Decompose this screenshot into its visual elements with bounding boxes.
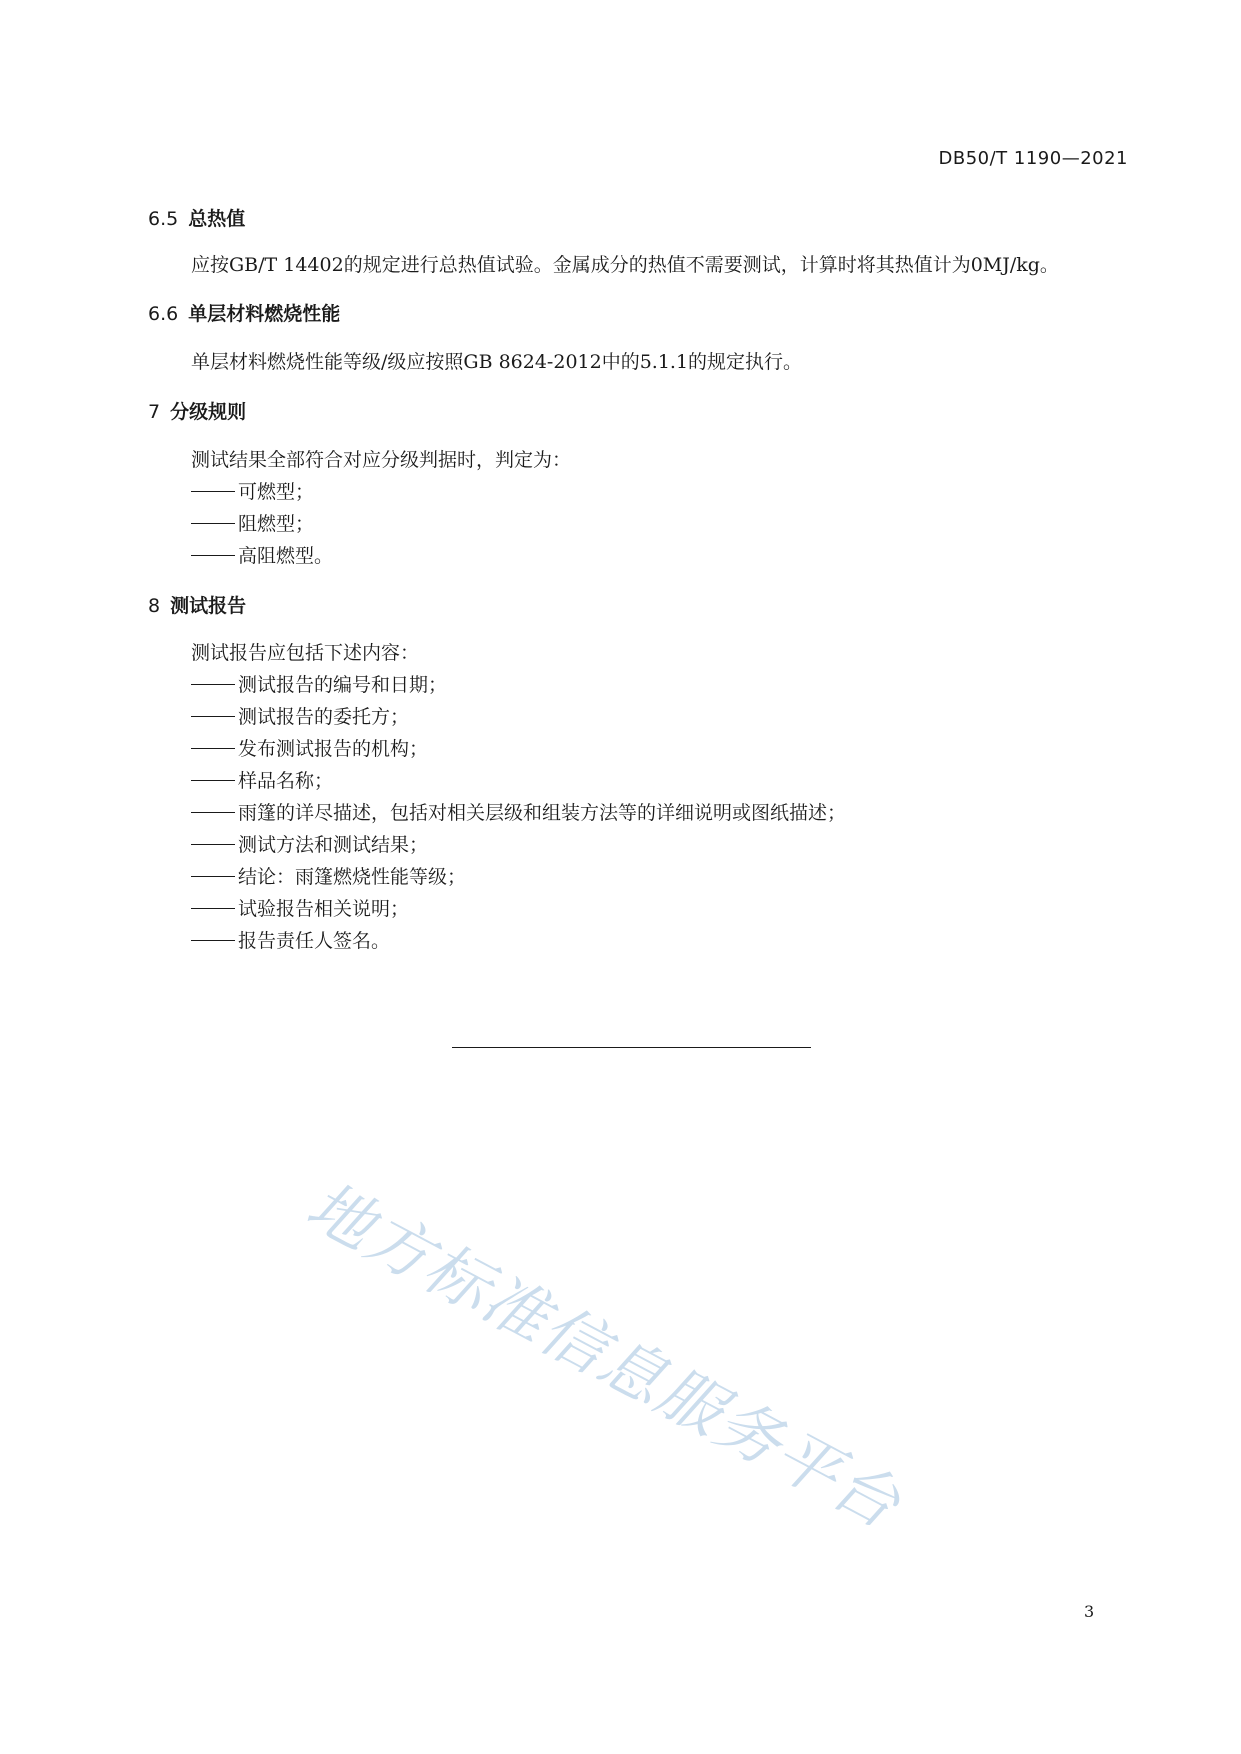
section-heading-6-6 [148, 299, 340, 326]
list-item: 发布测试报告的机构； [191, 734, 428, 761]
section-title: 总热值 [188, 208, 246, 230]
list-item: 报告责任人签名。 [191, 926, 390, 953]
paragraph-8-intro: 测试报告应包括下述内容： [191, 642, 420, 664]
list-item: 测试报告的编号和日期； [191, 670, 447, 697]
dash-mark [191, 748, 235, 749]
list-item: 测试报告的委托方； [191, 702, 409, 729]
dash-mark [191, 491, 235, 492]
section-heading-7 [148, 397, 246, 424]
dash-mark [191, 908, 235, 909]
list-item: 雨篷的详尽描述，包括对相关层级和组装方法等的详细说明或图纸描述； [191, 798, 846, 825]
section-title: 测试报告 [170, 595, 247, 617]
list-item: 试验报告相关说明； [191, 894, 409, 921]
list-item: 可燃型； [191, 477, 314, 504]
section-number: 6.6 [148, 303, 179, 325]
list-item: 高阻燃型。 [191, 541, 333, 568]
end-of-document-rule [452, 1047, 811, 1048]
list-item: 测试方法和测试结果； [191, 830, 428, 857]
list-item: 结论：雨篷燃烧性能等级； [191, 862, 466, 889]
section-title: 单层材料燃烧性能 [188, 303, 341, 325]
list-item: 阻燃型； [191, 509, 314, 536]
paragraph-7-intro: 测试结果全部符合对应分级判据时，判定为： [191, 449, 572, 471]
section-heading-6-5 [148, 204, 245, 231]
section-heading-8 [148, 591, 246, 618]
paragraph-6-5: 应按GB/T 14402的规定进行总热值试验。金属成分的热值不需要测试，计算时将其热值计为0MJ/kg。 [191, 254, 1059, 276]
dash-mark [191, 940, 235, 941]
dash-mark [191, 844, 235, 845]
dash-mark [191, 780, 235, 781]
dash-mark [191, 812, 235, 813]
dash-mark [191, 716, 235, 717]
page-number: 3 [1084, 1602, 1095, 1621]
dash-mark [191, 684, 235, 685]
section-number: 6.5 [148, 208, 179, 230]
list-item: 样品名称； [191, 766, 333, 793]
watermark: 地方标准信息服务平台 [294, 1168, 913, 1544]
section-number: 8 [148, 595, 161, 617]
section-number: 7 [148, 401, 161, 423]
dash-mark [191, 876, 235, 877]
dash-mark [191, 555, 235, 556]
dash-mark [191, 523, 235, 524]
section-title: 分级规则 [170, 401, 247, 423]
document-code: DB50/T 1190—2021 [938, 148, 1128, 169]
paragraph-6-6: 单层材料燃烧性能等级/级应按照GB 8624-2012中的5.1.1的规定执行。 [191, 351, 803, 373]
